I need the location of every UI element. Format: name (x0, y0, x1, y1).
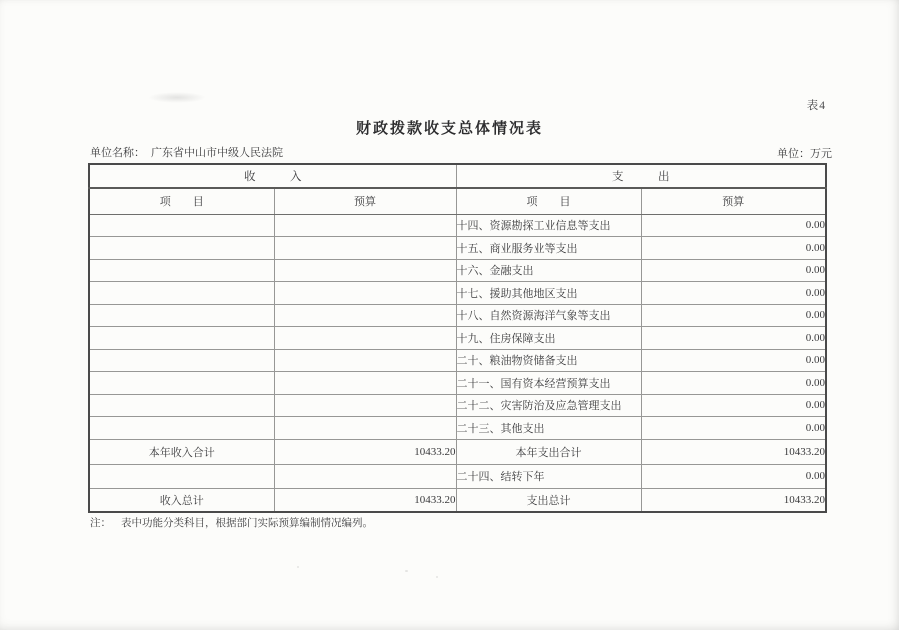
table-row (89, 349, 826, 372)
expense-budget-cell: 0.00 (641, 349, 826, 372)
expense-item-cell: 十四、资源勘探工业信息等支出 (456, 214, 641, 237)
section-header-row (89, 164, 826, 188)
expense-item-cell: 二十、粮油物资储备支出 (456, 349, 641, 372)
income-total-label: 本年收入合计 (89, 439, 274, 464)
income-budget-cell (274, 237, 456, 260)
income-budget-column-header: 预算 (274, 188, 456, 214)
income-budget-cell (274, 327, 456, 350)
expense-total-value: 10433.20 (641, 439, 826, 464)
table-row (89, 327, 826, 350)
income-item-cell (89, 417, 274, 440)
table-row (89, 282, 826, 305)
expense-section-header: 支 出 (456, 164, 826, 188)
carryover-label: 二十四、结转下年 (456, 464, 641, 488)
unit-name-label: 单位名称： (90, 147, 145, 159)
unit-name-value: 广东省中山市中级人民法院 (151, 147, 283, 159)
income-budget-cell (274, 259, 456, 282)
income-item-cell (89, 304, 274, 327)
expense-item-cell: 二十二、灾害防治及应急管理支出 (456, 394, 641, 417)
table-row (89, 417, 826, 440)
scan-speck (297, 566, 299, 568)
scan-speck (405, 570, 408, 572)
income-item-cell (89, 327, 274, 350)
table-row (89, 394, 826, 417)
footnote-text: 表中功能分类科目，根据部门实际预算编制情况编列。 (121, 518, 373, 529)
expense-budget-cell: 0.00 (641, 259, 826, 282)
footnote-label: 注： (90, 518, 111, 529)
scan-speck (436, 576, 438, 578)
currency-unit-label: 单位：万元 (777, 148, 832, 160)
unit-name-line (90, 144, 283, 160)
carryover-value: 0.00 (641, 464, 826, 488)
income-budget-cell (274, 464, 456, 488)
expense-grand-total-label: 支出总计 (456, 488, 641, 512)
expense-item-cell: 十九、住房保障支出 (456, 327, 641, 350)
table-row (89, 214, 826, 237)
income-item-cell (89, 372, 274, 395)
expense-budget-cell: 0.00 (641, 394, 826, 417)
income-budget-cell (274, 282, 456, 305)
column-header-row (89, 188, 826, 214)
income-budget-cell (274, 214, 456, 237)
expense-budget-cell: 0.00 (641, 327, 826, 350)
income-budget-cell (274, 349, 456, 372)
income-item-cell (89, 259, 274, 282)
scan-smudge (148, 92, 206, 103)
expense-budget-cell: 0.00 (641, 304, 826, 327)
expense-budget-cell: 0.00 (641, 417, 826, 440)
annual-total-row (89, 439, 826, 464)
table-row (89, 372, 826, 395)
income-item-cell (89, 349, 274, 372)
expense-budget-cell: 0.00 (641, 237, 826, 260)
expense-item-cell: 二十三、其他支出 (456, 417, 641, 440)
table-number: 表4 (806, 100, 826, 112)
expense-item-cell: 二十一、国有资本经营预算支出 (456, 372, 641, 395)
income-item-column-header: 项 目 (89, 188, 274, 214)
income-budget-cell (274, 304, 456, 327)
income-budget-cell (274, 394, 456, 417)
expense-budget-cell: 0.00 (641, 372, 826, 395)
expense-item-column-header: 项 目 (456, 188, 641, 214)
expense-item-cell: 十八、自然资源海洋气象等支出 (456, 304, 641, 327)
income-budget-cell (274, 372, 456, 395)
income-grand-total-label: 收入总计 (89, 488, 274, 512)
income-item-cell (89, 214, 274, 237)
expense-item-cell: 十五、商业服务业等支出 (456, 237, 641, 260)
expense-total-label: 本年支出合计 (456, 439, 641, 464)
expense-budget-cell: 0.00 (641, 282, 826, 305)
table-row (89, 259, 826, 282)
carryover-row (89, 464, 826, 488)
expense-budget-cell: 0.00 (641, 214, 826, 237)
budget-table (88, 163, 827, 513)
income-item-cell (89, 394, 274, 417)
expense-grand-total-value: 10433.20 (641, 488, 826, 512)
income-item-cell (89, 237, 274, 260)
income-section-header: 收 入 (89, 164, 456, 188)
income-item-cell (89, 464, 274, 488)
table-row (89, 304, 826, 327)
grand-total-row (89, 488, 826, 512)
page-title: 财政拨款收支总体情况表 (355, 121, 543, 137)
expense-budget-column-header: 预算 (641, 188, 826, 214)
income-item-cell (89, 282, 274, 305)
expense-item-cell: 十六、金融支出 (456, 259, 641, 282)
income-total-value: 10433.20 (274, 439, 456, 464)
income-budget-cell (274, 417, 456, 440)
footnote (90, 515, 373, 530)
income-grand-total-value: 10433.20 (274, 488, 456, 512)
table-row (89, 237, 826, 260)
expense-item-cell: 十七、援助其他地区支出 (456, 282, 641, 305)
